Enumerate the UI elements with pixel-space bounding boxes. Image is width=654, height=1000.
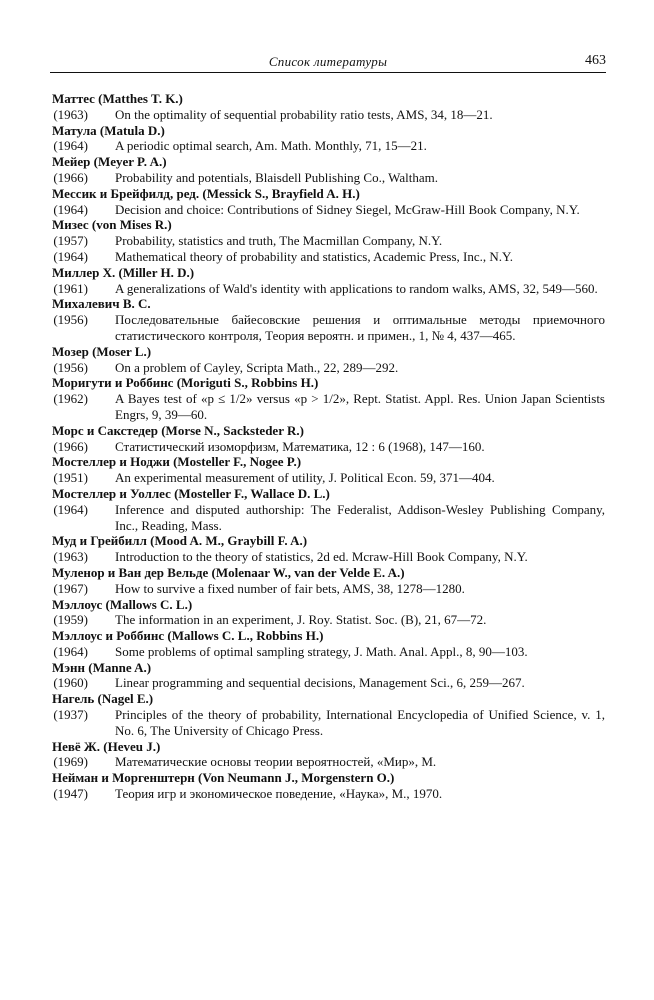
publication-year: ( 1966 )	[52, 439, 115, 455]
publication-entry	[52, 233, 605, 249]
publication-text: Decision and choice: Contributions of Sidney Siegel, McGraw-Hill Book Company, N.Y.	[115, 201, 580, 217]
publication-year: ( 1964 )	[52, 138, 115, 154]
publication-text: Последовательные байесовские решения и оптимальные методы приемочного статистического контроля, Теория вероятн. и примен., 1, № 4, 437—465.	[115, 312, 605, 343]
publication-entry	[52, 754, 605, 770]
publication-entry	[52, 202, 605, 218]
publication-entry	[52, 281, 605, 297]
reference-item	[52, 739, 605, 771]
publication-text: How to survive a fixed number of fair bets, AMS, 38, 1278—1280.	[115, 580, 465, 596]
publication-text: Introduction to the theory of statistics, 2d ed. Mcraw-Hill Book Company, N.Y.	[115, 549, 528, 565]
reference-item	[52, 265, 605, 297]
reference-item	[52, 423, 605, 455]
running-title: Список литературы	[268, 54, 388, 69]
reference-item	[52, 486, 605, 533]
publication-text: Linear programming and sequential decisions, Management Sci., 6, 259—267.	[115, 675, 525, 691]
publication-text: Principles of the theory of probability, International Encyclopedia of Unified Science, v. 1, No. 6, The University of Chicago Press.	[115, 707, 605, 738]
publication-entry	[52, 312, 605, 344]
reference-item	[52, 123, 605, 155]
publication-text: Probability, statistics and truth, The Macmillan Company, N.Y.	[115, 233, 443, 249]
author-name: Маттес (Matthes T. K.)	[52, 91, 183, 106]
publication-entry	[52, 581, 605, 597]
reference-item	[52, 91, 605, 123]
publication-year: ( 1962 )	[52, 391, 115, 423]
reference-item	[52, 296, 605, 343]
publication-text: On the optimality of sequential probability ratio tests, AMS, 34, 18—21.	[115, 106, 493, 122]
reference-item	[52, 770, 605, 802]
author-name: Мэнн (Manne A.)	[52, 659, 152, 675]
publication-year: ( 1961 )	[52, 281, 115, 297]
publication-year: ( 1969 )	[52, 754, 115, 770]
publication-year: ( 1960 )	[52, 675, 115, 691]
author-name: Моригути и Роббинс (Moriguti S., Robbins H.)	[52, 375, 319, 391]
publication-text: A Bayes test of «p ≤ 1/2» versus «p > 1/2», Rept. Statist. Appl. Res. Union Japan Scientists Engrs, 9, 39—60.	[115, 391, 605, 422]
publication-year: ( 1951 )	[52, 470, 115, 486]
author-name: Нейман и Моргенштерн (Von Neumann J., Morgenstern O.)	[52, 770, 395, 786]
author-name: Мессик и Брейфилд, ред. (Messick S., Brayfield A. H.)	[52, 185, 360, 201]
reference-item	[52, 533, 605, 565]
author-name: Мэллоус и Роббинс (Mallows C. L., Robbins H.)	[52, 628, 324, 644]
publication-entry	[52, 249, 605, 265]
author-name: Невё Ж. (Heveu J.)	[52, 738, 161, 754]
publication-entry	[52, 707, 605, 739]
publication-entry	[52, 502, 605, 534]
publication-entry	[52, 170, 605, 186]
author-name: Мэллоус (Mallows C. L.)	[52, 596, 193, 612]
publication-year: ( 1967 )	[52, 581, 115, 597]
publication-entry	[52, 612, 605, 628]
author-name: Миллер X. (Miller H. D.)	[52, 264, 195, 280]
publication-year: ( 1957 )	[52, 233, 115, 249]
author-name: Михалевич В. С.	[52, 296, 151, 312]
publication-text: An experimental measurement of utility, J. Political Econ. 59, 371—404.	[115, 470, 495, 486]
author-name: Мостеллер и Ноджи (Mosteller F., Nogee P.)	[52, 454, 302, 470]
publication-text: Inference and disputed authorship: The Federalist, Addison-Wesley Publishing Company, Inc., Reading, Mass.	[115, 501, 605, 533]
publication-text: A periodic optimal search, Am. Math. Monthly, 71, 15—21.	[115, 138, 427, 154]
reference-item	[52, 186, 605, 218]
publication-year: ( 1956 )	[52, 360, 115, 376]
publication-entry	[52, 549, 605, 565]
publication-text: On a problem of Cayley, Scripta Math., 22, 289—292.	[115, 359, 399, 375]
publication-text: Probability and potentials, Blaisdell Publishing Co., Waltham.	[115, 169, 438, 185]
publication-year: ( 1964 )	[52, 644, 115, 660]
publication-entry	[52, 391, 605, 423]
publication-year: ( 1956 )	[52, 312, 115, 344]
reference-item	[52, 660, 605, 692]
page-number: 463	[585, 53, 606, 68]
publication-text: A generalizations of Wald's identity with applications to random walks, AMS, 32, 549—560.	[115, 280, 598, 296]
running-header	[50, 52, 606, 74]
publication-text: Mathematical theory of probability and statistics, Academic Press, Inc., N.Y.	[115, 248, 513, 264]
publication-text: Some problems of optimal sampling strategy, J. Math. Anal. Appl., 8, 90—103.	[115, 643, 528, 659]
publication-text: The information in an experiment, J. Roy. Statist. Soc. (B), 21, 67—72.	[115, 612, 487, 628]
reference-item	[52, 628, 605, 660]
publication-year: ( 1964 )	[52, 202, 115, 218]
author-name: Мостеллер и Уоллес (Mosteller F., Wallace D. L.)	[52, 485, 330, 501]
publication-entry	[52, 470, 605, 486]
publication-year: ( 1964 )	[52, 502, 115, 534]
publication-text: Статистический изоморфизм, Математика, 12 : 6 (1968), 147—160.	[115, 438, 485, 454]
reference-list	[52, 91, 605, 802]
publication-entry	[52, 107, 605, 123]
author-name: Морс и Сакстедер (Morse N., Sacksteder R.)	[52, 422, 304, 438]
publication-entry	[52, 644, 605, 660]
publication-year: ( 1966 )	[52, 170, 115, 186]
publication-entry	[52, 786, 605, 802]
reference-item	[52, 597, 605, 629]
publication-year: ( 1963 )	[52, 549, 115, 565]
publication-entry	[52, 138, 605, 154]
reference-item	[52, 454, 605, 486]
reference-item	[52, 217, 605, 264]
publication-year: ( 1947 )	[52, 786, 115, 802]
reference-item	[52, 691, 605, 738]
publication-text: Теория игр и экономическое поведение, «Наука», М., 1970.	[115, 786, 443, 802]
header-rule	[50, 72, 606, 73]
publication-entry	[52, 439, 605, 455]
author-name: Нагель (Nagel E.)	[52, 691, 154, 707]
publication-text: Математические основы теории вероятностей, «Мир», М.	[115, 754, 437, 770]
reference-item	[52, 565, 605, 597]
reference-item	[52, 154, 605, 186]
publication-entry	[52, 675, 605, 691]
publication-year: ( 1964 )	[52, 249, 115, 265]
publication-year: ( 1937 )	[52, 707, 115, 739]
publication-year: ( 1963 )	[52, 107, 115, 123]
author-name: Мейер (Meyer P. A.)	[52, 154, 167, 170]
author-name: Муд и Грейбилл (Mood A. M., Graybill F. A.)	[52, 533, 308, 549]
reference-item	[52, 375, 605, 422]
author-name: Муленор и Ван дер Вельде (Molenaar W., van der Velde E. A.)	[52, 564, 405, 580]
reference-item	[52, 344, 605, 376]
publication-year: ( 1959 )	[52, 612, 115, 628]
author-name: Мизес (von Mises R.)	[52, 217, 172, 233]
author-name: Матула (Matula D.)	[52, 122, 165, 138]
publication-entry	[52, 360, 605, 376]
author-name: Мозер (Moser L.)	[52, 343, 152, 359]
